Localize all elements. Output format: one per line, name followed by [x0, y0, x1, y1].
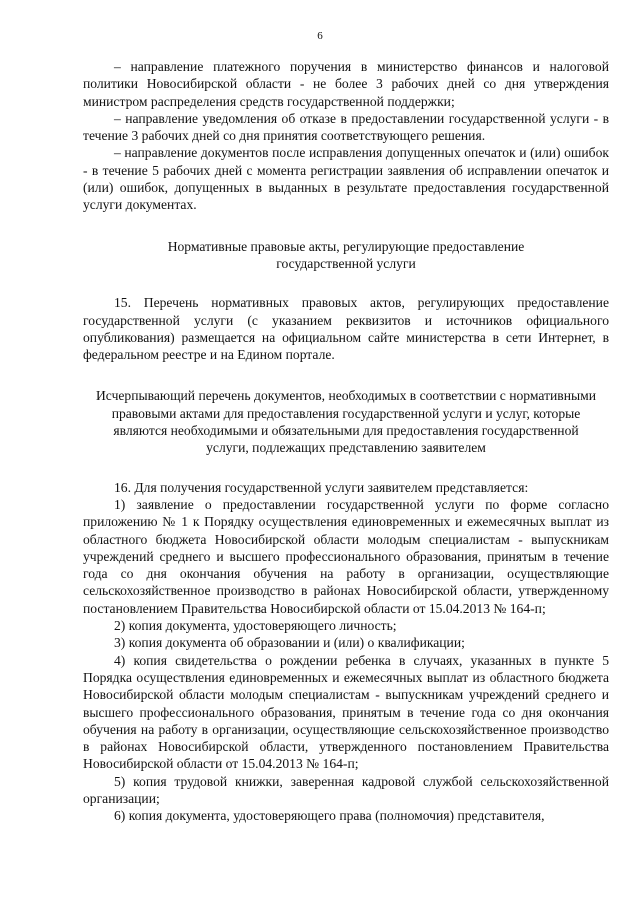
- intro-item-payment-order: – направление платежного поручения в министерство финансов и налоговой политики Новосибирской области - не более 3 рабочих дней со дня утверждения министром распределения средств государственной поддержки;: [83, 59, 609, 109]
- section-16-item-6: 6) копия документа, удостоверяющего права (полномочия) представителя,: [114, 808, 545, 824]
- section-16-item-1: 1) заявление о предоставлении государственной услуги по форме согласно приложению № 1 к Порядку осуществления единовременных и ежемесячных выплат из областного бюджета Новосибирской области молодым специалистам - выпускникам учреждений среднего и высшего профессионального образования, принятым в течение года со дня окончания обучения на работу в организации, осуществляющие сельскохозяйственное производство в районах Новосибирской области, утвержденному постановлением Правительства Новосибирской области от 15.04.2013 № 164-п;: [83, 496, 609, 616]
- intro-item-corrected-documents: – направление документов после исправления допущенных опечаток и (или) ошибок - в течение 5 рабочих дней с момента регистрации заявления об исправлении опечаток и (или) ошибок, допущенных в выданных в результате предоставления государственной услуги документах.: [83, 145, 609, 213]
- section-16-item-5: 5) копия трудовой книжки, заверенная кадровой службой сельскохозяйственной организации;: [83, 773, 609, 806]
- section-15: 15. Перечень нормативных правовых актов, регулирующих предоставление государственной услуги (с указанием реквизитов и источников официального опубликования) размещается на официальном сайте министерства в сети Интернет, в федеральном реестре и на Едином портале.: [83, 295, 609, 363]
- heading-legal-acts: Нормативные правовые акты, регулирующие предоставление государственной услуги: [167, 238, 525, 271]
- heading-document-list: Исчерпывающий перечень документов, необходимых в соответствии с нормативными правовыми актами для предоставления государственной услуги и услуг, которые являются необходимыми и обязательными для предоставления государственной услуги, подлежащих представлению заявителем: [95, 388, 596, 456]
- page-number: 6: [317, 30, 323, 42]
- section-16-item-4: 4) копия свидетельства о рождении ребенка в случаях, указанных в пункте 5 Порядка осуществления единовременных и ежемесячных выплат из областного бюджета Новосибирской области молодым специалистам - выпускникам учреждений среднего и высшего профессионального образования, принятым в течение года со дня окончания обучения на работу в организации, осуществляющие сельскохозяйственное производство в районах Новосибирской области, утвержденного постановлением Правительства Новосибирской области от 15.04.2013 № 164-п;: [83, 652, 609, 772]
- intro-item-refusal-notice: – направление уведомления об отказе в предоставлении государственной услуги - в течение 3 рабочих дней со дня принятия соответствующего решения.: [83, 110, 609, 144]
- document-body: [83, 58, 609, 825]
- section-16-item-2: 2) копия документа, удостоверяющего личность;: [114, 618, 397, 634]
- section-16-intro: 16. Для получения государственной услуги заявителем представляется:: [114, 479, 529, 495]
- section-16-item-3: 3) копия документа об образовании и (или) о квалификации;: [114, 635, 465, 651]
